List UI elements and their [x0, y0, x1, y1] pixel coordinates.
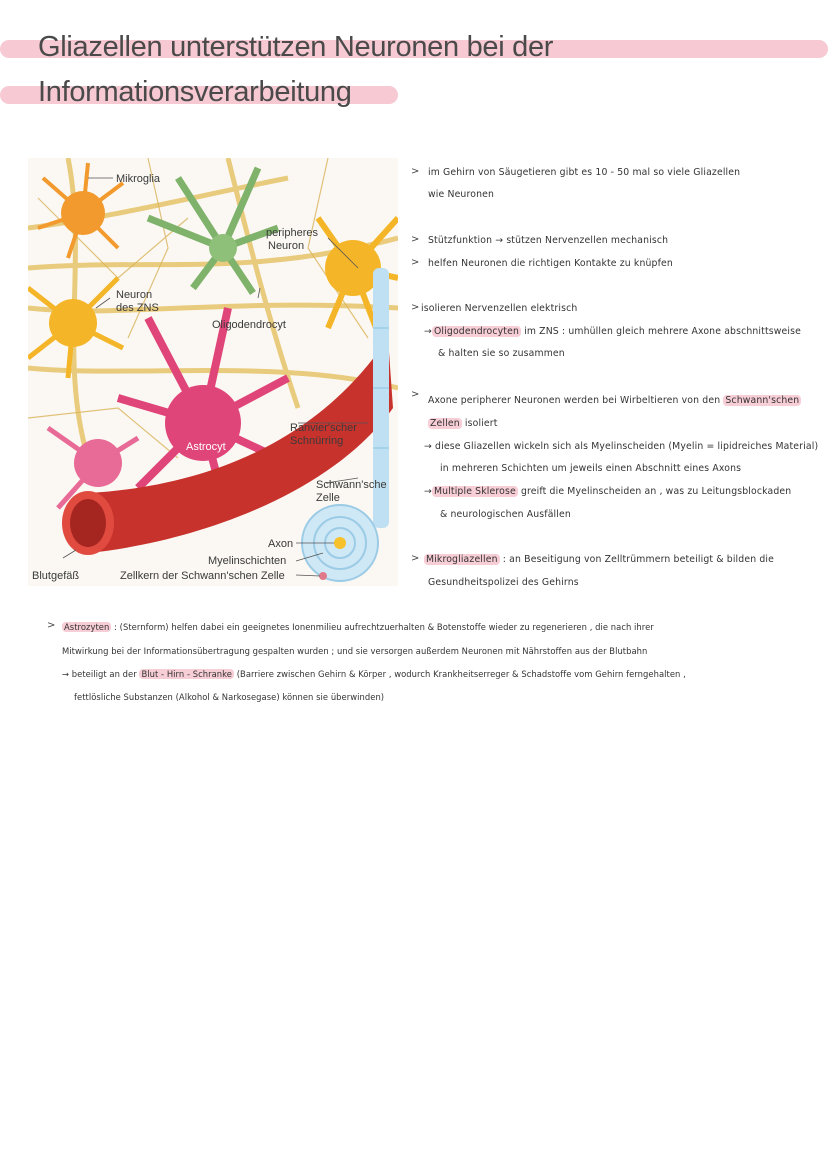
bullet-1: >: [411, 166, 420, 177]
note-b7-line3: [62, 669, 686, 679]
label-ranvier-1: Ranvier'scher: [290, 422, 357, 434]
highlight-multiple-sklerose: Multiple Sklerose: [433, 486, 516, 497]
note-b3: helfen Neuronen die richtigen Kontakte zu knüpfen: [428, 258, 673, 269]
highlight-zellen: Zellen: [430, 418, 460, 429]
label-blutgefaess: Blutgefäß: [32, 570, 80, 582]
bullet-6: >: [411, 553, 420, 564]
note-b7-line4: fettlösliche Substanzen (Alkohol & Narkosegase) können sie überwinden): [74, 692, 385, 702]
note-b4-sub1-line2: & halten sie so zusammen: [438, 348, 565, 359]
note-b1-line1: im Gehirn von Säugetieren gibt es 10 - 50 mal so viele Gliazellen: [428, 167, 741, 178]
note-b4-sub1: [424, 326, 801, 337]
label-neuron-zns-2: des ZNS: [116, 302, 159, 314]
page-title-line-2: Informationsverarbeitung: [38, 76, 352, 108]
note-b5-line1: [428, 395, 801, 406]
bullet-4: >: [411, 302, 420, 313]
bullet-2: >: [411, 234, 420, 245]
note-b4: isolieren Nervenzellen elektrisch: [421, 303, 578, 314]
label-zellkern: Zellkern der Schwann'schen Zelle: [120, 570, 285, 582]
highlight-schwannschen: Schwann'schen: [725, 395, 800, 406]
note-b5-sub2-line2: & neurologischen Ausfällen: [440, 509, 571, 520]
glia-illustration-svg: [28, 158, 398, 586]
note-b6-rest: : an Beseitigung von Zelltrümmern beteiligt & bilden die: [502, 554, 775, 565]
note-b5-pre: Axone peripherer Neuronen werden bei Wirbeltieren von den: [428, 395, 721, 406]
label-ranvier-2: Schnürring: [290, 435, 344, 447]
label-axon: Axon: [268, 538, 294, 550]
note-b7-line1-rest: : (Sternform) helfen dabei ein geeignetes Ionenmilieu aufrechtzuerhalten & Botenstoffe wieder zu regenerieren , die nach ihrer: [114, 622, 654, 632]
note-b7-line3-rest: (Barriere zwischen Gehirn & Körper , wodurch Krankheitserreger & Schadstoffe vom Gehirn ferngehalten ,: [236, 669, 686, 679]
note-b7-line2: Mitwirkung bei der Informationsübertragung gespalten wurden ; und sie versorgen außerdem Neuronen mit Nährstoffen aus der Blutbahn: [62, 646, 648, 656]
label-peripheres-2: Neuron: [268, 240, 305, 252]
label-myelinschichten: Myelinschichten: [208, 555, 287, 567]
arrow-icon: →: [424, 486, 432, 497]
bullet-7: >: [47, 620, 56, 631]
note-b5-post: isoliert: [464, 418, 498, 429]
note-b5-line2: [428, 418, 498, 429]
note-b4-sub1-rest: im ZNS : umhüllen gleich mehrere Axone abschnittsweise: [524, 326, 801, 337]
note-b1-line2: wie Neuronen: [428, 189, 495, 200]
label-schwann-1: Schwann'sche: [316, 479, 387, 491]
label-oligodendrocyt: Oligodendrocyt: [212, 319, 286, 331]
highlight-mikrogliazellen: Mikrogliazellen: [426, 554, 498, 565]
label-mikroglia: Mikroglia: [116, 173, 161, 185]
note-b5-sub1-line2: in mehreren Schichten um jeweils einen Abschnitt eines Axons: [440, 463, 742, 474]
label-astrocyt: Astrocyt: [186, 441, 226, 453]
label-schwann-2: Zelle: [316, 492, 340, 504]
arrow-icon: →: [424, 326, 432, 337]
highlight-blut-hirn-schranke: Blut - Hirn - Schranke: [141, 669, 232, 679]
note-b6-line1: [424, 554, 774, 565]
label-neuron-zns-1: Neuron: [116, 289, 153, 301]
note-b5-sub2: [424, 486, 791, 497]
note-b6-line2: Gesundheitspolizei des Gehirns: [428, 577, 579, 588]
highlight-oligodendrocyten: Oligodendrocyten: [433, 326, 520, 337]
bullet-3: >: [411, 257, 420, 268]
note-b5-sub2-rest: greift die Myelinscheiden an , was zu Leitungsblockaden: [520, 486, 792, 497]
page-title-line-1: Gliazellen unterstützen Neuronen bei der: [38, 31, 554, 63]
label-peripheres-1: peripheres: [266, 227, 318, 239]
note-b5-sub1: → diese Gliazellen wickeln sich als Myelinscheiden (Myelin = lipidreiches Material): [424, 441, 819, 452]
bullet-5: >: [411, 389, 420, 400]
note-b2: Stützfunktion → stützen Nervenzellen mechanisch: [428, 235, 669, 246]
highlight-astrozyten: Astrozyten: [64, 622, 110, 632]
glia-illustration: [28, 158, 398, 586]
note-b7-line3-pre: → beteiligt an der: [62, 669, 137, 679]
note-b7-line1: [62, 622, 654, 632]
